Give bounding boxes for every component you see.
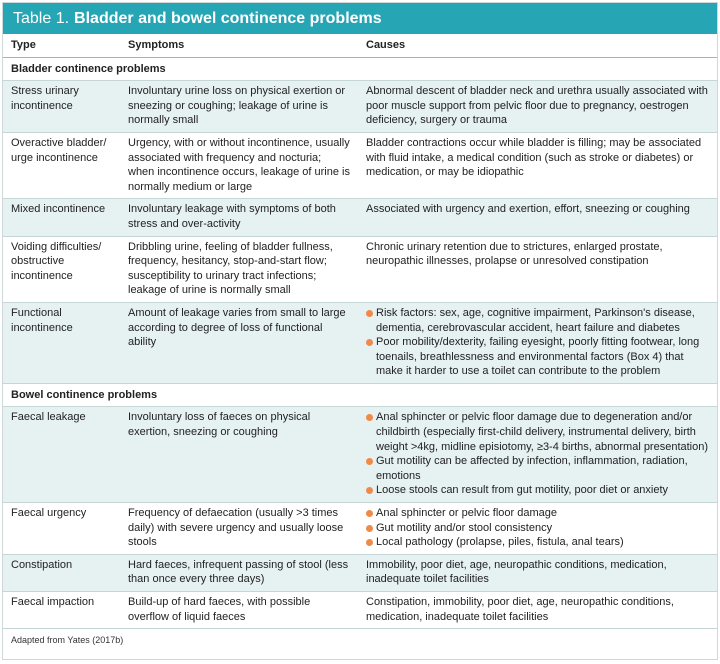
continence-table [3,34,717,628]
row-type: Overactive bladder/ urge incontinence [3,132,120,198]
row-symptoms: Involuntary leakage with symptoms of both stress and over-activity [120,199,358,236]
row-symptoms: Involuntary loss of faeces on physical exertion, sneezing or coughing [120,407,358,503]
table-row [3,199,717,236]
row-causes: Immobility, poor diet, age, neuropathic conditions, medication, inadequate toilet facilities [358,554,717,591]
row-symptoms: Urgency, with or without incontinence, usually associated with frequency and nocturia; when incontinence occurs, leakage of urine is normally medium or large [120,132,358,198]
header-row [3,34,717,57]
row-symptoms: Build-up of hard faeces, with possible overflow of liquid faeces [120,592,358,629]
row-type: Voiding difficulties/ obstructive incontinence [3,236,120,302]
table-row [3,302,717,383]
row-type: Faecal impaction [3,592,120,629]
cause-item: Anal sphincter or pelvic floor damage [366,506,709,521]
row-causes: Abnormal descent of bladder neck and urethra usually associated with poor muscle support from pelvic floor due to pregnancy, oestrogen deficiency, surgery or trauma [358,81,717,133]
cause-item: Anal sphincter or pelvic floor damage due to degeneration and/or childbirth (especially first-child delivery, instrumental delivery, birth weight >4kg, midline episiotomy, ≥3-4 births, abnormal presentation) [366,410,709,454]
row-symptoms: Dribbling urine, feeling of bladder fullness, frequency, hesitancy, stop-and-start flow; susceptibility to urinary tract infections; leakage of urine is normally small [120,236,358,302]
table-row [3,592,717,629]
row-symptoms: Amount of leakage varies from small to large according to degree of loss of functional ability [120,302,358,383]
row-type: Faecal urgency [3,503,120,555]
row-type: Stress urinary incontinence [3,81,120,133]
row-causes: Chronic urinary retention due to strictures, enlarged prostate, neuropathic illnesses, prolapse or unresolved constipation [358,236,717,302]
table-row [3,236,717,302]
table-row [3,81,717,133]
row-symptoms: Involuntary urine loss on physical exertion or sneezing or coughing; leakage of urine is normally small [120,81,358,133]
section-heading-bladder: Bladder continence problems [3,57,717,81]
table-title: Bladder and bowel continence problems [74,9,382,27]
row-type: Constipation [3,554,120,591]
causes-list [366,306,709,379]
table-row [3,132,717,198]
cause-item: Gut motility and/or stool consistency [366,521,709,536]
table-row [3,503,717,555]
row-causes: Associated with urgency and exertion, effort, sneezing or coughing [358,199,717,236]
row-symptoms: Hard faeces, infrequent passing of stool (less than once every three days) [120,554,358,591]
cause-item: Risk factors: sex, age, cognitive impairment, Parkinson's disease, dementia, cerebrovascular accident, heart failure and diabetes [366,306,709,335]
cause-item: Poor mobility/dexterity, failing eyesight, poorly fitting footwear, long toenails, breathlessness and environmental factors (Box 4) that make it harder to use a toilet can contribute to the problem [366,335,709,379]
header-symptoms: Symptoms [120,34,358,57]
table-title-bar [3,3,717,34]
section-row-bladder [3,57,717,81]
header-causes: Causes [358,34,717,57]
cause-item: Local pathology (prolapse, piles, fistula, anal tears) [366,535,709,550]
cause-item: Gut motility can be affected by infection, inflammation, radiation, emotions [366,454,709,483]
row-type: Faecal leakage [3,407,120,503]
row-type: Mixed incontinence [3,199,120,236]
header-type: Type [3,34,120,57]
section-heading-bowel: Bowel continence problems [3,383,717,407]
continence-table-figure [2,2,718,660]
causes-list [366,506,709,550]
source-note: Adapted from Yates (2017b) [3,628,717,651]
row-causes [358,407,717,503]
table-number: Table 1. [13,9,70,27]
table-row [3,554,717,591]
row-symptoms: Frequency of defaecation (usually >3 times daily) with severe urgency and usually loose stools [120,503,358,555]
table-row [3,407,717,503]
cause-item: Loose stools can result from gut motility, poor diet or anxiety [366,483,709,498]
section-row-bowel [3,383,717,407]
row-causes [358,302,717,383]
row-causes: Bladder contractions occur while bladder is filling; may be associated with fluid intake, a medical condition (such as stroke or diabetes) or medication, or may be idiopathic [358,132,717,198]
row-causes: Constipation, immobility, poor diet, age, neuropathic conditions, medication, inadequate toilet facilities [358,592,717,629]
row-type: Functional incontinence [3,302,120,383]
row-causes [358,503,717,555]
causes-list [366,410,709,498]
